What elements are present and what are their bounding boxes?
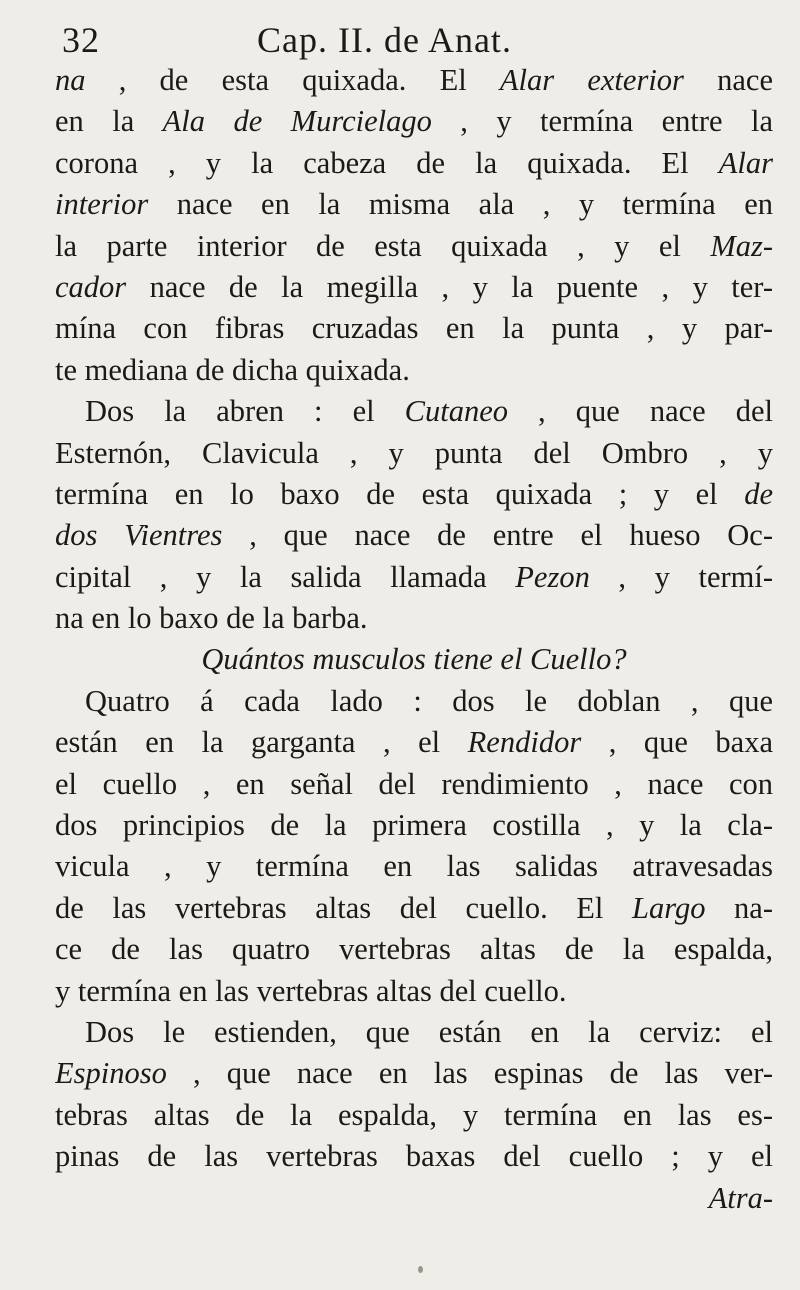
text-run: Dos la abren : el — [85, 394, 405, 429]
text-line — [55, 308, 773, 349]
italic-term: dos Vientres — [55, 518, 223, 553]
text-line — [55, 1095, 773, 1136]
text-line — [55, 184, 773, 225]
text-run: , de esta quixada. El — [85, 63, 500, 97]
text-line — [55, 722, 773, 763]
text-line — [55, 805, 773, 846]
text-run: na- — [705, 890, 773, 925]
italic-term: Cutaneo — [404, 394, 508, 429]
text-run: de las vertebras altas del cuello. El — [55, 890, 632, 925]
text-run: nace de la megilla , y la puente , y ter- — [126, 269, 773, 304]
text-line — [55, 888, 773, 929]
text-run: cipital , y la salida llamada — [55, 559, 516, 594]
text-line — [55, 1178, 773, 1219]
text-run: , que baxa — [581, 725, 773, 760]
text-run: pinas de las vertebras baxas del cuello ; y el — [55, 1139, 773, 1174]
text-line — [55, 350, 773, 391]
text-run: , y termína entre la — [431, 104, 773, 139]
text-line — [55, 226, 773, 267]
italic-term: Espinoso — [55, 1056, 167, 1091]
text-run: , y termí- — [589, 559, 773, 594]
text-run: Esternón, Clavicula , y punta del Ombro , y — [55, 435, 773, 470]
text-line — [55, 60, 773, 101]
text-run: na en lo baxo de la barba. — [55, 601, 368, 636]
italic-term: Quántos musculos tiene el Cuello? — [201, 642, 627, 677]
text-run: nace en la misma ala , y termína en — [148, 187, 773, 222]
text-line — [55, 764, 773, 805]
text-line — [55, 846, 773, 887]
italic-term: Ala de Murcielago — [162, 104, 432, 139]
text-line — [55, 557, 773, 598]
text-line — [55, 681, 773, 722]
italic-term: Pezon — [515, 559, 590, 594]
text-line — [55, 929, 773, 970]
italic-term: Largo — [632, 890, 706, 925]
text-run: te mediana de dicha quixada. — [55, 352, 410, 387]
text-run: , que nace de entre el hueso Oc- — [222, 518, 773, 553]
text-line — [55, 639, 773, 680]
text-line — [55, 143, 773, 184]
text-line — [55, 971, 773, 1012]
page-number: 32 — [62, 20, 100, 60]
text-line — [55, 267, 773, 308]
text-run: en la — [55, 104, 163, 139]
text-line — [55, 433, 773, 474]
text-run: dos principios de la primera costilla , y la cla- — [55, 808, 773, 843]
page-header — [62, 18, 762, 62]
italic-term: Maz- — [710, 228, 773, 263]
text-line — [55, 1012, 773, 1053]
text-line — [55, 101, 773, 142]
italic-term: na — [55, 63, 86, 97]
italic-term: interior — [55, 187, 149, 222]
text-run: mína con fibras cruzadas en la punta , y par- — [55, 311, 773, 346]
italic-term: Alar — [718, 145, 773, 180]
italic-term: Alar exterior — [499, 63, 684, 97]
text-line — [55, 474, 773, 515]
text-run: y termína en las vertebras altas del cuello. — [55, 973, 567, 1008]
italic-term: de — [744, 476, 773, 511]
text-line — [55, 1136, 773, 1177]
text-run: ce de las quatro vertebras altas de la espalda, — [55, 932, 773, 967]
text-run: nace — [683, 63, 773, 97]
text-line — [55, 515, 773, 556]
text-run: Quatro á cada lado : dos le doblan , que — [85, 683, 773, 718]
text-line — [55, 1053, 773, 1094]
text-run: están en la garganta , el — [55, 725, 468, 760]
text-run: Dos le estienden, que están en la cerviz: el — [85, 1014, 773, 1049]
text-run: la parte interior de esta quixada , y el — [55, 228, 711, 263]
italic-term: cador — [55, 269, 127, 304]
text-run: , que nace del — [508, 394, 773, 429]
italic-term: Rendidor — [467, 725, 582, 760]
body-text — [55, 60, 773, 1219]
text-run: termína en lo baxo de esta quixada ; y el — [55, 476, 745, 511]
text-run: vicula , y termína en las salidas atravesadas — [55, 849, 773, 884]
text-line — [55, 391, 773, 432]
italic-term: Atra- — [708, 1180, 773, 1215]
ink-speck — [418, 1266, 423, 1273]
text-run: , que nace en las espinas de las ver- — [166, 1056, 773, 1091]
running-head: Cap. II. de Anat. — [257, 20, 512, 60]
text-line — [55, 598, 773, 639]
text-run: corona , y la cabeza de la quixada. El — [55, 145, 719, 180]
text-run: el cuello , en señal del rendimiento , nace con — [55, 766, 773, 801]
text-run: tebras altas de la espalda, y termína en las es- — [55, 1097, 773, 1132]
